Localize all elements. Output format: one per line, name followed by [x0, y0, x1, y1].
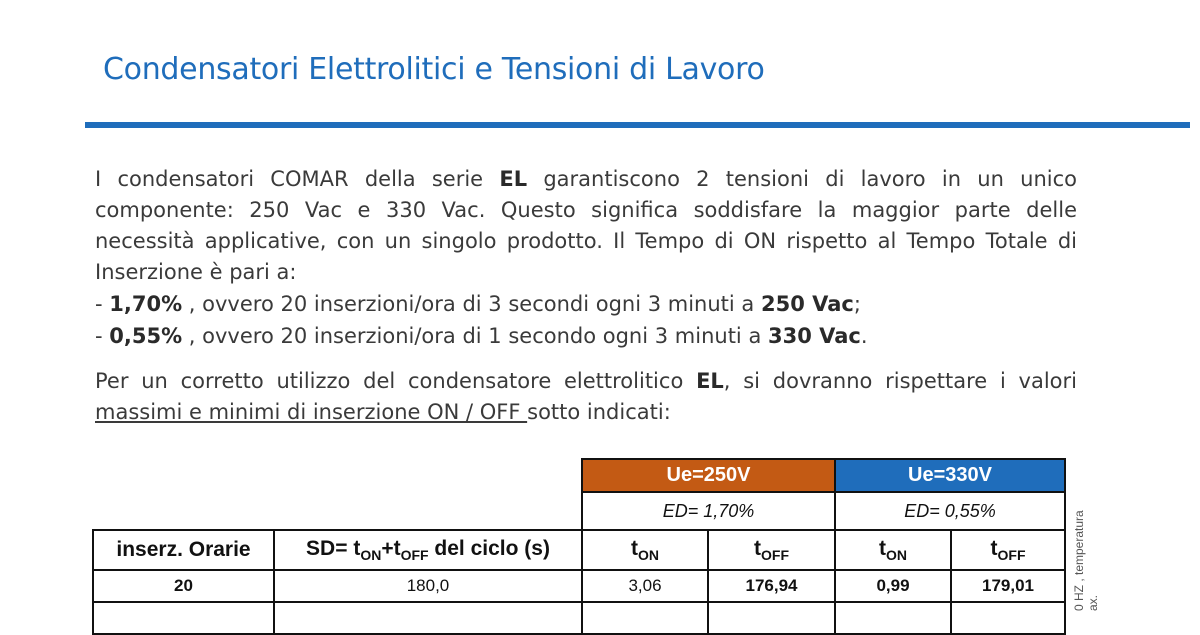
side-note-line-1: 0 HZ , temperatura: [1072, 510, 1086, 611]
list-percentage: 1,70%: [109, 292, 183, 316]
t-label: t: [754, 536, 761, 560]
sd-prefix: SD= t: [306, 536, 361, 560]
cell-inserz: 20: [93, 570, 274, 602]
cell-cut: [835, 602, 951, 634]
on-sub: ON: [886, 547, 907, 564]
intro-paragraph: [95, 164, 1077, 288]
page-title: Condensatori Elettrolitici e Tensioni di Lavoro: [103, 52, 765, 87]
usage-series-name: EL: [696, 369, 724, 393]
usage-underlined-text: massimi e minimi di inserzione ON / OFF: [95, 400, 528, 424]
t-label: t: [631, 536, 638, 560]
usage-text-2: , si dovranno rispettare i valori: [723, 369, 1077, 393]
list-end: ;: [853, 292, 861, 316]
t-label: t: [990, 536, 998, 560]
list-end: .: [860, 324, 868, 348]
column-header-toff-330: [951, 530, 1065, 570]
column-header-toff-250: [708, 530, 835, 570]
cell-ton-250: 3,06: [582, 570, 708, 602]
column-header-inserz: inserz. Orarie: [93, 530, 274, 570]
on-sub: ON: [638, 547, 659, 564]
cell-toff-330: 179,01: [951, 570, 1065, 602]
title-divider: [85, 122, 1190, 128]
side-note: [1072, 470, 1112, 611]
list-item: [95, 320, 868, 352]
column-header-ton-250: [582, 530, 708, 570]
list-dash: -: [95, 292, 110, 316]
usage-paragraph: [95, 366, 1077, 428]
cell-sd: 180,0: [274, 570, 582, 602]
intro-series-name: EL: [499, 167, 528, 191]
column-header-sd: [274, 530, 582, 570]
list-text: , ovvero 20 inserzioni/ora di 3 secondi ogni 3 minuti a: [182, 292, 761, 316]
cell-cut: [951, 602, 1065, 634]
group-header-250v: Ue=250V: [582, 459, 835, 492]
usage-text-1: Per un corretto utilizzo del condensatore elettrolitico: [95, 369, 697, 393]
list-percentage: 0,55%: [109, 324, 183, 348]
intro-text-2: garantiscono 2 tensioni di lavoro in un unico componente: 250 Vac e 330 Vac. Questo significa soddisfare la maggior parte delle necessità applicative, con un singolo prodotto. Il Tempo di ON rispetto al Tempo Totale di Inserzione è pari a:: [95, 167, 1078, 284]
sd-on-sub: ON: [360, 547, 382, 564]
sd-off-sub: OFF: [400, 547, 429, 564]
cell-cut: [708, 602, 835, 634]
ed-250v: ED= 1,70%: [582, 492, 835, 530]
cell-toff-250: 176,94: [708, 570, 835, 602]
cell-cut: [274, 602, 582, 634]
list-text: , ovvero 20 inserzioni/ora di 1 secondo ogni 3 minuti a: [182, 324, 768, 348]
off-sub: OFF: [997, 547, 1026, 564]
table-blank-corner: [93, 459, 582, 530]
side-note-line-2: ax.: [1086, 594, 1100, 611]
cell-cut: [582, 602, 708, 634]
cell-ton-330: 0,99: [835, 570, 951, 602]
column-header-ton-330: [835, 530, 951, 570]
usage-text-3: sotto indicati:: [527, 400, 671, 424]
intro-text-1: I condensatori COMAR della serie: [95, 167, 500, 191]
off-sub: OFF: [761, 547, 789, 564]
list-voltage: 250 Vac: [760, 292, 854, 316]
ed-330v: ED= 0,55%: [835, 492, 1065, 530]
table-row-cut: [93, 602, 1065, 634]
insertion-table: [92, 458, 1066, 635]
t-label: t: [879, 536, 886, 560]
list-voltage: 330 Vac: [767, 324, 861, 348]
sd-plus: +t: [381, 536, 401, 560]
list-dash: -: [95, 324, 110, 348]
list-item: [95, 288, 868, 320]
sd-suffix: del ciclo (s): [428, 536, 550, 560]
cell-cut: [93, 602, 274, 634]
table-row: [93, 570, 1065, 602]
group-header-330v: Ue=330V: [835, 459, 1065, 492]
on-time-list: [95, 288, 868, 352]
